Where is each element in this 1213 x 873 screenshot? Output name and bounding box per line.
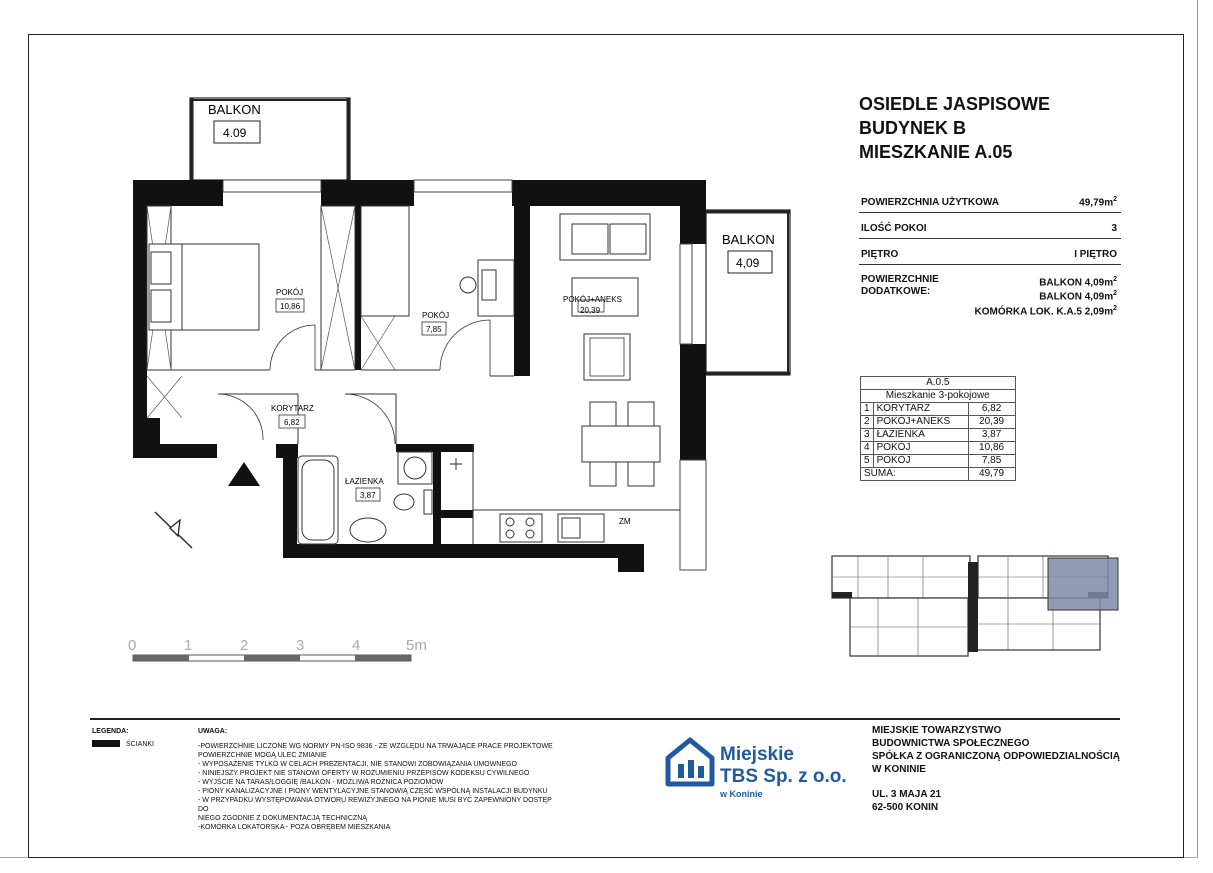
fridge-label: ZM (619, 517, 631, 526)
scale-tick-5: 5m (406, 637, 427, 654)
apartment-highlight (1048, 558, 1118, 610)
scale-tick-3: 3 (296, 637, 305, 654)
room-pokoj2-area: 7,85 (426, 325, 442, 334)
area-value: 49,79m (1079, 197, 1114, 208)
area-label: POWIERZCHNIA UŻYTKOWA (861, 197, 999, 208)
company-info: MIEJSKIE TOWARZYSTWO BUDOWNICTWA SPOŁECZNEGO SPÓŁKA Z OGRANICZONĄ ODPOWIEDZIALNOŚCIĄ W KONINIE UL. 3 MAJA 21 62-500 KONIN (872, 725, 1120, 813)
title-line-estate: OSIEDLE JASPISOWE (859, 94, 1051, 114)
north-arrow-icon (155, 512, 192, 548)
extra-areas-values: BALKON $4,09m^2$ BALKON $4,09m^2$ KOMÓRKA LOK. K.A.5 $2,09m^2$ (974, 276, 1117, 317)
desk (460, 260, 514, 316)
room-pokoj1-label: POKÓJ (276, 288, 304, 297)
area-table-subtitle: Mieszkanie 3-pokojowe (861, 390, 1016, 403)
table-row: 5 POKÓJ 7,85 (861, 455, 1016, 468)
scale-tick-2: 2 (240, 637, 249, 654)
project-title (859, 92, 1050, 164)
wall-swatch (92, 740, 120, 747)
area-table (860, 376, 1016, 481)
company-address-street: UL. 3 MAJA 21 (872, 789, 942, 800)
logo-text-3: w Koninie (720, 789, 763, 799)
room-korytarz-area: 6,82 (284, 418, 300, 427)
page-edge-right (1197, 0, 1198, 858)
notes-title: UWAGA: (198, 728, 228, 735)
room-pokoj2-label: POKÓJ (422, 311, 450, 320)
scale-tick-1: 1 (184, 637, 193, 654)
footer-legend-title: LEGENDA: (92, 728, 129, 735)
room-lazienka-label: ŁAZIENKA (345, 477, 384, 486)
entrance-arrow-icon (228, 462, 260, 486)
scale-tick-4: 4 (352, 637, 361, 654)
room-pokoj1-area: 10,86 (280, 302, 301, 311)
table-row: 4 POKÓJ 10,86 (861, 442, 1016, 455)
armchair (584, 334, 630, 380)
extra-areas-label: POWIERZCHNIE DODATKOWE: (861, 274, 939, 297)
notes-list: -POWIERZCHNIE LICZONE WG NORMY PN-ISO 9836 - ZE WZGLĘDU NA TRWAJĄCE PRACE PROJEKTOWE POWIERZCHNIE MOGĄ ULEC ZMIANIE - WYPOSAŻENIE TYLKO W CELACH PREZENTACJI, NIE STANOWI ZOBOWIĄZANIA UMOWNEGO - NINIEJSZY PROJEKT NIE STANOWI OFERTY W ROZUMIENIU PRZEPISÓW KODEKSU CYWILNEGO - WYJŚCIE NA TARAS/LOGGIĘ /BALKON - MOŻLIWA RÓŻNICA POZIOMÓW - PIONY KANALIZACYJNE I PIONY WENTYLACYJNE STANOWIĄ CZĘŚĆ WSPÓLNĄ INSTALACJI BUDYNKU - W PRZYPADKU WYSTĘPOWANIA OTWORU REWIZYJNEGO NA PIONIE MUSI BYĆ ZAPEWNIONY DOSTĘP DO NIEGO ZGODNIE Z DOKUMENTACJĄ TECHNICZNĄ -KOMÓRKA LOKATORSKA - POZA OBRĘBEM MIESZKANIA (198, 743, 553, 831)
balcony-top-value: 4.09 (223, 126, 247, 140)
title-line-building: BUDYNEK B (859, 118, 967, 138)
floor-label: PIĘTRO (861, 249, 899, 260)
company-address-city: 62-500 KONIN (872, 802, 939, 813)
table-row: 1 KORYTARZ 6,82 (861, 403, 1016, 416)
dining-set (582, 402, 660, 486)
balcony-right-label: BALKON (722, 232, 775, 247)
floor-plan (0, 0, 775, 680)
area-table-title: A.0.5 (861, 377, 1016, 390)
kitchen (500, 514, 604, 542)
title-line-apartment: MIESZKANIE A.05 (859, 142, 1013, 162)
rooms-value: 3 (1111, 223, 1117, 234)
scale-bar (128, 637, 427, 661)
floor-value: I PIĘTRO (1074, 249, 1117, 260)
scale-tick-0: 0 (128, 637, 137, 654)
bed (149, 244, 259, 330)
sofa (560, 214, 650, 260)
logo-text-2: TBS Sp. z o.o. (720, 766, 847, 787)
tbs-logo-icon (664, 736, 716, 788)
table-row: SUMA: 49,79 (861, 468, 1016, 481)
logo-text-1: Miejskie (720, 744, 794, 765)
footer-divider (90, 718, 1120, 720)
balcony-right-value: 4,09 (736, 256, 760, 270)
room-lazienka-area: 3,87 (360, 491, 376, 500)
table-row: 2 POKÓJ+ANEKS 20,39 (861, 416, 1016, 429)
rooms-label: ILOŚĆ POKOI (861, 223, 927, 234)
apartment-info: POWIERZCHNIA UŻYTKOWA $49,79m^2$ ILOŚĆ POKOI 3 PIĘTRO I PIĘTRO POWIERZCHNIE DODATKOWE: BALKON $4,09m^2$ BALKON $4,09m^2$ KOMÓRKA LOK. K.A.5 $2,09m^2$ (859, 190, 1121, 320)
room-aneks-area: 20,39 (580, 306, 601, 315)
key-plan (828, 552, 1122, 664)
balcony-top-label: BALKON (208, 102, 261, 117)
wall-legend-label: ŚCIANKI (126, 741, 155, 748)
room-korytarz-label: KORYTARZ (271, 404, 314, 413)
table-row: 3 ŁAZIENKA 3,87 (861, 429, 1016, 442)
room-aneks-label: POKÓJ+ANEKS (563, 295, 622, 304)
